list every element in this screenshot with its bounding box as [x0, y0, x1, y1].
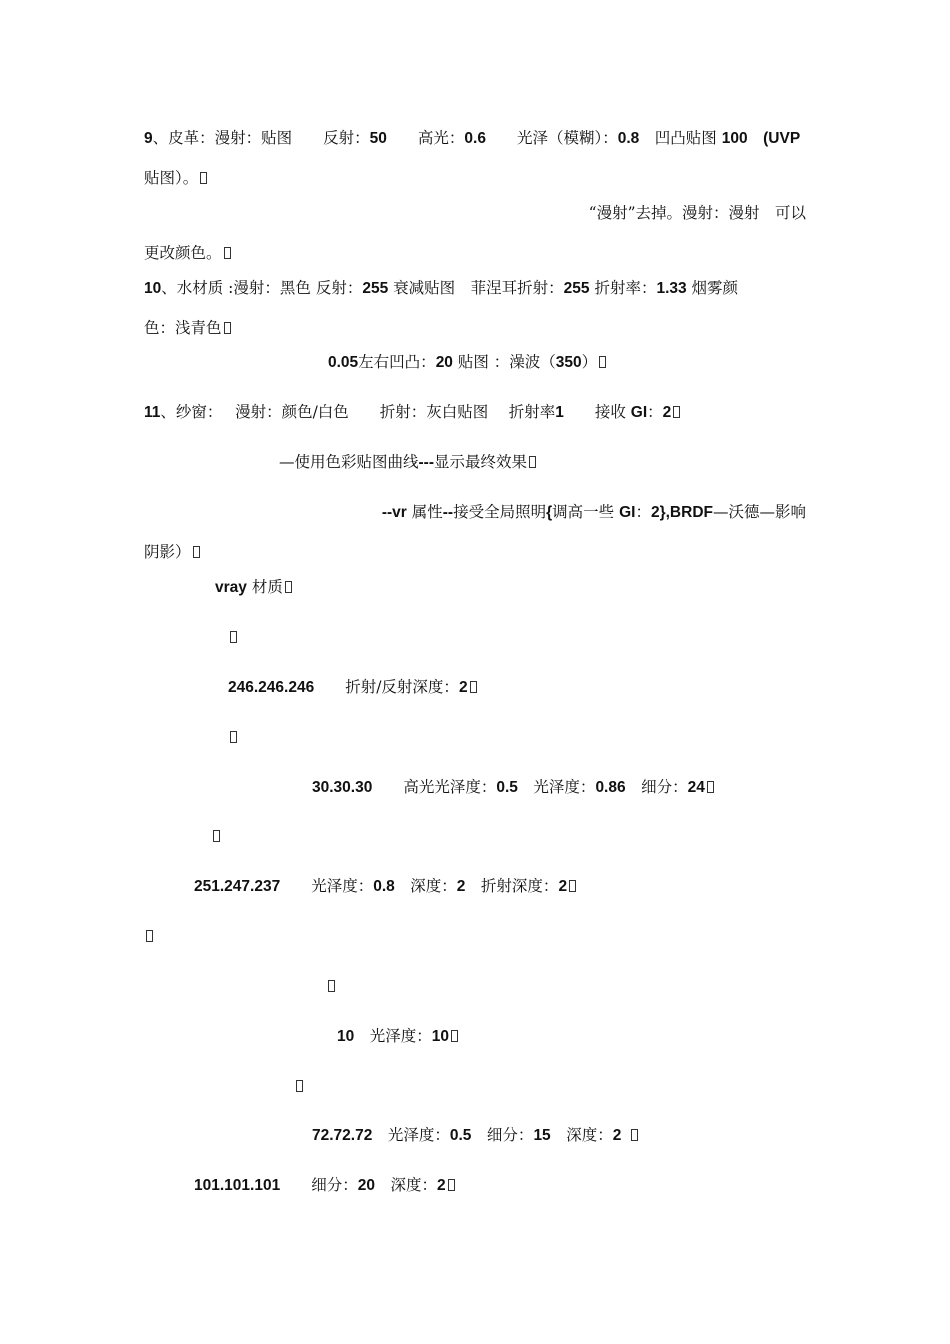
empty-line — [228, 627, 237, 647]
placeholder-glyph — [200, 172, 207, 184]
placeholder-glyph — [599, 356, 606, 368]
empty-line — [144, 926, 153, 946]
empty-line — [211, 826, 220, 846]
placeholder-glyph — [146, 930, 153, 942]
placeholder-glyph — [470, 681, 477, 693]
text-line-water-cont: 色：浅青色 — [144, 318, 231, 338]
placeholder-glyph — [224, 322, 231, 334]
text-line-246: 246.246.246 折射/反射深度：2 — [228, 677, 477, 698]
placeholder-glyph — [285, 581, 292, 593]
text-line-72: 72.72.72 光泽度：0.5 细分：15 深度：2 — [312, 1125, 638, 1146]
text-line-shadow: 阴影） — [144, 542, 200, 562]
text-line-vray-material: vray 材质 — [215, 577, 292, 598]
text-line-leather-cont: 贴图）。 — [144, 168, 207, 188]
placeholder-glyph — [529, 456, 536, 468]
text-line-color-map: —使用色彩贴图曲线---显示最终效果 — [279, 452, 536, 473]
placeholder-glyph — [296, 1080, 303, 1092]
text-line-leather: 9、皮革：漫射：贴图 反射：50 高光：0.6 光泽（模糊）：0.8 凹凸贴图 100 (UVP — [144, 129, 801, 147]
text-line-10: 10 光泽度：10 — [337, 1026, 458, 1047]
text-line-bump: 0.05左右凹凸：20 贴图 ：澡波（350） — [328, 352, 606, 373]
placeholder-glyph — [569, 880, 576, 892]
placeholder-glyph — [707, 781, 714, 793]
placeholder-glyph — [673, 406, 680, 418]
placeholder-glyph — [213, 830, 220, 842]
placeholder-glyph — [448, 1179, 455, 1191]
text-line-251: 251.247.237 光泽度：0.8 深度：2 折射深度：2 — [194, 876, 576, 897]
placeholder-glyph — [451, 1030, 458, 1042]
placeholder-glyph — [230, 731, 237, 743]
text-line-vr-property: --vr 属性--接受全局照明{调高一些 GI：2},BRDF—沃德—影响 — [381, 503, 806, 521]
text-line-change-color: 更改颜色。 — [144, 243, 231, 263]
placeholder-glyph — [193, 546, 200, 558]
placeholder-glyph — [631, 1129, 638, 1141]
empty-line — [326, 976, 335, 996]
text-line-101: 101.101.101 细分：20 深度：2 — [194, 1175, 455, 1196]
empty-line — [294, 1076, 303, 1096]
placeholder-glyph — [328, 980, 335, 992]
text-line-water: 10、水材质 :漫射：黑色 反射：255 衰减贴图 菲涅耳折射：255 折射率：1.33 烟雾颜 — [144, 279, 739, 297]
text-line-30: 30.30.30 高光光泽度：0.5 光泽度：0.86 细分：24 — [312, 777, 714, 798]
empty-line — [228, 727, 237, 747]
text-line-screen: 11、纱窗： 漫射：颜色/白色 折射：灰白贴图 折射率1 接收 GI：2 — [144, 402, 680, 423]
placeholder-glyph — [230, 631, 237, 643]
placeholder-glyph — [224, 247, 231, 259]
text-line-diffuse-note: “漫射”去掉。漫射：漫射 可以 — [588, 204, 806, 222]
